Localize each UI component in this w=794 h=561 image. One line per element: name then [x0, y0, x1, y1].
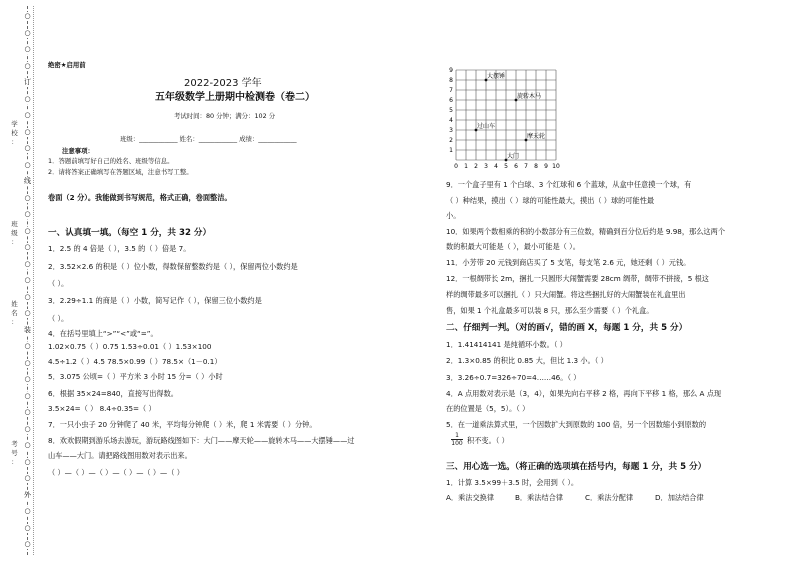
binding-char: 订 — [24, 78, 31, 86]
option-a: A．乘法交换律 — [446, 493, 495, 502]
binding-char: 线 — [24, 177, 31, 185]
x-tick-label: 6 — [514, 163, 518, 170]
binding-field-label: 考 — [11, 440, 18, 448]
binding-field-label: ： — [11, 238, 18, 246]
binding-circle: ○ — [22, 29, 33, 38]
place-label: 大门 — [507, 153, 520, 160]
binding-margin — [0, 0, 44, 561]
judge-line: 1．1.41414141 是纯循环小数。（ ） — [446, 340, 567, 349]
question-line: 11．小芳带 20 元钱到商店买了 5 支笔，每支笔 2.6 元，她还剩（ ）元钱。 — [446, 258, 691, 267]
x-tick-label: 2 — [474, 163, 478, 170]
question-line: 4．在括号里填上“>”“<”或“=”。 — [48, 329, 158, 338]
question-line: 小。 — [446, 211, 461, 220]
place-label: 摩天轮 — [527, 133, 546, 140]
binding-circle: ○ — [22, 540, 33, 549]
place-label: 旋转木马 — [517, 93, 542, 100]
question-line: 售，如果 1 个礼盒最多可以装 8 只，那么至少需要（ ）个礼盒。 — [446, 306, 654, 315]
section3-title: 三、用心选一选。（将正确的选项填在括号内，每题 1 分，共 5 分） — [446, 462, 707, 472]
binding-circle: ○ — [22, 210, 33, 219]
fraction-numerator: 1 — [455, 432, 459, 439]
fraction-denominator: 100 — [451, 440, 463, 447]
binding-circle: ○ — [22, 524, 33, 533]
section2-title: 二、仔细判一判。（对的画√，错的画 X，每题 1 分，共 5 分） — [446, 323, 688, 333]
binding-circle: ○ — [22, 95, 33, 104]
x-tick-label: 9 — [544, 163, 548, 170]
option-b: B．乘法结合律 — [515, 493, 564, 502]
binding-circle: ○ — [22, 309, 33, 318]
binding-circle: ○ — [22, 194, 33, 203]
judge-line: 3．3.26÷0.7=326÷70=4……46。（ ） — [446, 373, 581, 382]
x-tick-label: 4 — [494, 163, 498, 170]
x-tick-label: 1 — [464, 163, 468, 170]
judge-line: 2．1.3×0.85 的积比 0.85 大，但比 1.3 小。（ ） — [446, 356, 608, 365]
judge-line: 4．A 点用数对表示是（3，4），如果先向右平移 2 格，再向下平移 1 格，那么 A 点现 — [446, 389, 722, 398]
question-line: （ ）种结果，摸出（ ）球的可能性最大，摸出（ ）球的可能性最 — [446, 196, 655, 205]
binding-circle: ○ — [22, 458, 33, 467]
y-tick-label: 5 — [449, 107, 453, 114]
binding-field-label: 级 — [11, 229, 18, 237]
binding-char: 外 — [24, 490, 31, 499]
question-line: 2．3.52×2.6 的积是（ ）位小数，得数保留整数约是（ ），保留两位小数约是 — [48, 262, 298, 271]
place-label: 过山车 — [477, 123, 496, 130]
y-tick-label: 9 — [449, 67, 453, 74]
judge-line: 在的位置是（5，5）。（ ） — [446, 404, 530, 413]
option-c: C．乘法分配律 — [585, 493, 634, 502]
question-line: 样的绸带最多可以捆扎（ ）只大闹蟹。将这些捆扎好的大闹蟹装在礼盒里出 — [446, 290, 686, 299]
binding-field-label: 学 — [11, 120, 18, 128]
question-line: （ ）—（ ）—（ ）—（ ）—（ ）—（ ） — [48, 468, 184, 477]
x-tick-label: 0 — [454, 163, 458, 170]
x-tick-label: 7 — [524, 163, 528, 170]
x-tick-label: 8 — [534, 163, 538, 170]
question-line: 山车——大门。请把路线图用数对表示出来。 — [48, 451, 192, 460]
binding-line-inner — [33, 6, 34, 555]
y-tick-label: 7 — [449, 87, 453, 94]
fraction-1-100 — [451, 432, 463, 447]
binding-circle: ○ — [22, 441, 33, 450]
binding-circle: ○ — [22, 128, 33, 137]
question-line: 1.02×0.75（ ）0.75 1.53÷0.01（ ）1.53×100 — [48, 342, 212, 351]
judge-line: 5．在一道乘法算式里，一个因数扩大到原数的 100 倍，另一个因数缩小到原数的 — [446, 420, 707, 429]
binding-field-label: 班 — [11, 220, 18, 228]
binding-field-label: ： — [11, 318, 18, 326]
secret-label: 绝密★启用前 — [48, 61, 86, 69]
y-tick-label: 1 — [449, 147, 453, 154]
x-tick-label: 3 — [484, 163, 488, 170]
question-line: （ ）。 — [48, 314, 69, 323]
binding-circle: ○ — [22, 359, 33, 368]
question-line: 5．3.075 公顷=（ ）平方米 3 小时 15 分=（ ）小时 — [48, 372, 223, 381]
question-line: 1．计算 3.5×99＋3.5 时，会用到（ ）。 — [446, 478, 579, 487]
binding-circle: ○ — [22, 45, 33, 54]
binding-field-label: 校 — [11, 129, 18, 137]
binding-circle: ○ — [22, 62, 33, 71]
binding-circle: ○ — [22, 276, 33, 285]
section1-title: 一、认真填一填。（每空 1 分，共 32 分） — [48, 228, 212, 238]
binding-circle: ○ — [22, 408, 33, 417]
binding-circle: ○ — [22, 243, 33, 252]
y-tick-label: 3 — [449, 127, 453, 134]
y-tick-label: 8 — [449, 77, 453, 84]
question-line: 9．一个盒子里有 1 个白球、3 个红球和 6 个蓝球，从盒中任意摸一个球，有 — [446, 180, 692, 189]
question-line: 7．一只小虫子 20 分钟爬了 40 米，平均每分钟爬（ ）米，爬 1 米需要（ ）分钟。 — [48, 420, 317, 429]
neatness-line: 卷面（2 分）。我能做到书写规范，格式正确，卷面整洁。 — [48, 193, 232, 202]
note-item: 1．答题前填写好自己的姓名、班级等信息。 — [48, 157, 174, 165]
binding-circle: ○ — [22, 227, 33, 236]
route-grid-map — [446, 60, 572, 174]
exam-year: 2022-2023 学年 — [184, 78, 262, 89]
binding-field-label: 号 — [11, 449, 18, 457]
x-tick-label: 5 — [504, 163, 508, 170]
question-line: 12．一根绸带长 2m，捆扎一只圆形大闹蟹需要 28cm 绸带，绸带不拼接，5 根这 — [446, 274, 709, 283]
question-line: 4.5÷1.2（ ）4.5 78.5×0.99（ ）78.5×（1－0.1） — [48, 357, 222, 366]
binding-circle: ○ — [22, 342, 33, 351]
judge-line: 积不变。（ ） — [467, 436, 509, 445]
binding-field-label: 姓 — [11, 300, 18, 308]
question-line: 10．如果两个数相乘的积的小数部分有三位数，精确到百分位后约是 9.98，那么这两个 — [446, 227, 726, 236]
binding-circle: ○ — [22, 144, 33, 153]
binding-field-label: ： — [11, 458, 18, 466]
note-item: 2．请将答案正确填写在答题区域，注意书写工整。 — [48, 168, 193, 176]
exam-info: 考试时间：80 分钟；满分：102 分 — [174, 112, 276, 120]
y-tick-label: 2 — [449, 137, 453, 144]
binding-circle: ○ — [22, 507, 33, 516]
question-line: （ ）。 — [48, 279, 69, 288]
binding-circle: ○ — [22, 260, 33, 269]
place-label: 大摆锤 — [487, 73, 506, 80]
binding-circle: ○ — [22, 293, 33, 302]
option-d: D．加法结合律 — [655, 493, 704, 502]
x-tick-label: 10 — [552, 163, 560, 170]
y-tick-label: 6 — [449, 97, 453, 104]
question-line: 3.5×24=（ ） 8.4÷0.35=（ ） — [48, 404, 156, 413]
question-line: 6．根据 35×24=840，直接写出得数。 — [48, 389, 178, 398]
question-line: 3．2.29÷1.1 的商是（ ）小数，简写记作（ ），保留三位小数约是 — [48, 296, 262, 305]
binding-field-label: ： — [11, 138, 18, 146]
binding-circle: ○ — [22, 392, 33, 401]
binding-circle: ○ — [22, 474, 33, 483]
binding-circle: ○ — [22, 375, 33, 384]
notes-heading: 注意事项： — [62, 147, 94, 155]
y-tick-label: 4 — [449, 117, 453, 124]
binding-circle: ○ — [22, 161, 33, 170]
binding-char: 装 — [24, 325, 31, 334]
binding-circle: ○ — [22, 12, 33, 21]
question-line: 8．欢欢假期到游乐场去游玩，游玩路线图如下：大门——摩天轮——旋转木马——大摆锤——过 — [48, 436, 355, 445]
question-line: 数的积最大可能是（ ），最小可能是（ ）。 — [446, 242, 580, 251]
binding-circle: ○ — [22, 425, 33, 434]
question-line: 1．2.5 的 4 倍是（ ），3.5 的（ ）倍是 7。 — [48, 244, 191, 253]
exam-title: 五年级数学上册期中检测卷（卷二） — [155, 92, 315, 103]
binding-field-label: 名 — [11, 309, 18, 317]
student-fields: 班级：____________ 姓名：____________ 成绩：____________ — [120, 135, 297, 143]
binding-circle: ○ — [22, 111, 33, 120]
